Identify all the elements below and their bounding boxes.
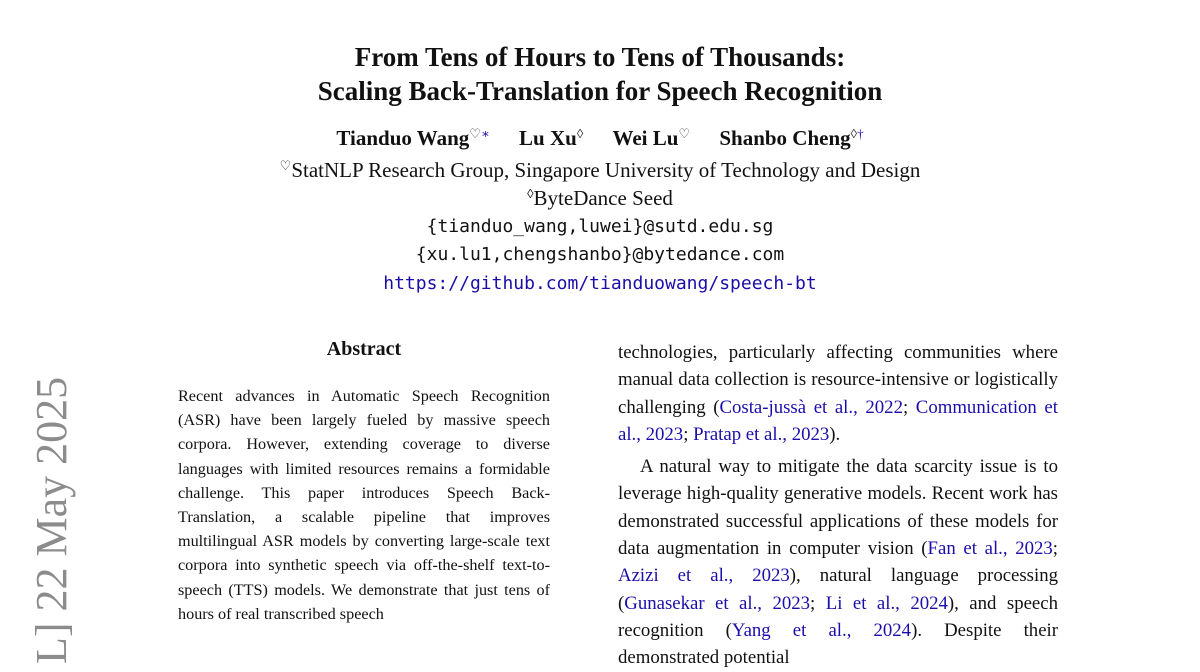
citation-link[interactable]: Pratap et al., 2023 bbox=[693, 423, 830, 445]
author: Shanbo Cheng◊† bbox=[719, 126, 864, 150]
title-line-1: From Tens of Hours to Tens of Thousands: bbox=[354, 42, 846, 72]
footnote-link[interactable]: ∗ bbox=[480, 126, 490, 141]
affiliation: ◊ByteDance Seed bbox=[527, 186, 673, 210]
author: Wei Lu♡ bbox=[612, 126, 691, 150]
repo-link[interactable]: https://github.com/tianduowang/speech-bt bbox=[383, 273, 817, 294]
intro-paragraph: A natural way to mitigate the data scarcity issue is to leverage high-quality generative models. Recent work has demonstrated successful applications of these models for data augmentation in computer vision (Fan et al., 2023; Azizi et al., 2023), natural language processing (Gunasekar et al., 2023; Li et al., 2024), and speech recognition (Yang et al., 2024). Despite their demonstrated potential bbox=[618, 456, 1058, 669]
footnote-link[interactable]: † bbox=[857, 126, 864, 141]
abstract-body bbox=[178, 384, 550, 626]
citation-link[interactable]: Costa-jussà et al., 2022 bbox=[719, 396, 903, 418]
paper-title bbox=[0, 40, 1200, 108]
affiliation: ♡StatNLP Research Group, Singapore University of Technology and Design bbox=[279, 158, 921, 182]
author: Tianduo Wang♡∗ bbox=[336, 126, 490, 150]
email: {xu.lu1,chengshanbo}@bytedance.com bbox=[415, 244, 785, 265]
email: {tianduo_wang,luwei}@sutd.edu.sg bbox=[426, 216, 774, 237]
citation-link[interactable]: Li et al., 2024 bbox=[825, 592, 948, 614]
arxiv-side-stamp: L] 22 May 2025 bbox=[27, 376, 76, 664]
intro-column bbox=[618, 339, 1058, 672]
citation-link[interactable]: Azizi et al., 2023 bbox=[618, 565, 790, 587]
intro-paragraph: technologies, particularly affecting communities where manual data collection is resource-intensive or logistically challenging (Costa-jussà et al., 2022; Communication et al., 2023; Pratap et al., 2023). bbox=[618, 342, 1058, 445]
citation-link[interactable]: Gunasekar et al., 2023 bbox=[624, 592, 811, 614]
citation-link[interactable]: Yang et al., 2024 bbox=[731, 619, 912, 641]
author: Lu Xu◊ bbox=[519, 126, 584, 150]
abstract-text: Recent advances in Automatic Speech Recognition (ASR) have been largely fueled by massive speech corpora. However, extending coverage to diverse languages with limited resources remains a formidable challenge. This paper introduces Speech Back-Translation, a scalable pipeline that improves multilingual ASR models by converting large-scale text corpora into synthetic speech via off-the-shelf text-to-speech (TTS) models. We demonstrate that just tens of hours of real transcribed speech bbox=[178, 387, 550, 623]
abstract-heading: Abstract bbox=[326, 338, 402, 360]
author-list bbox=[0, 126, 1200, 151]
repo-link-row bbox=[0, 270, 1200, 298]
title-line-2: Scaling Back-Translation for Speech Recognition bbox=[317, 76, 883, 106]
citation-link[interactable]: Communication et al., 2023 bbox=[618, 396, 1058, 445]
citation-link[interactable]: Fan et al., 2023 bbox=[927, 538, 1053, 560]
